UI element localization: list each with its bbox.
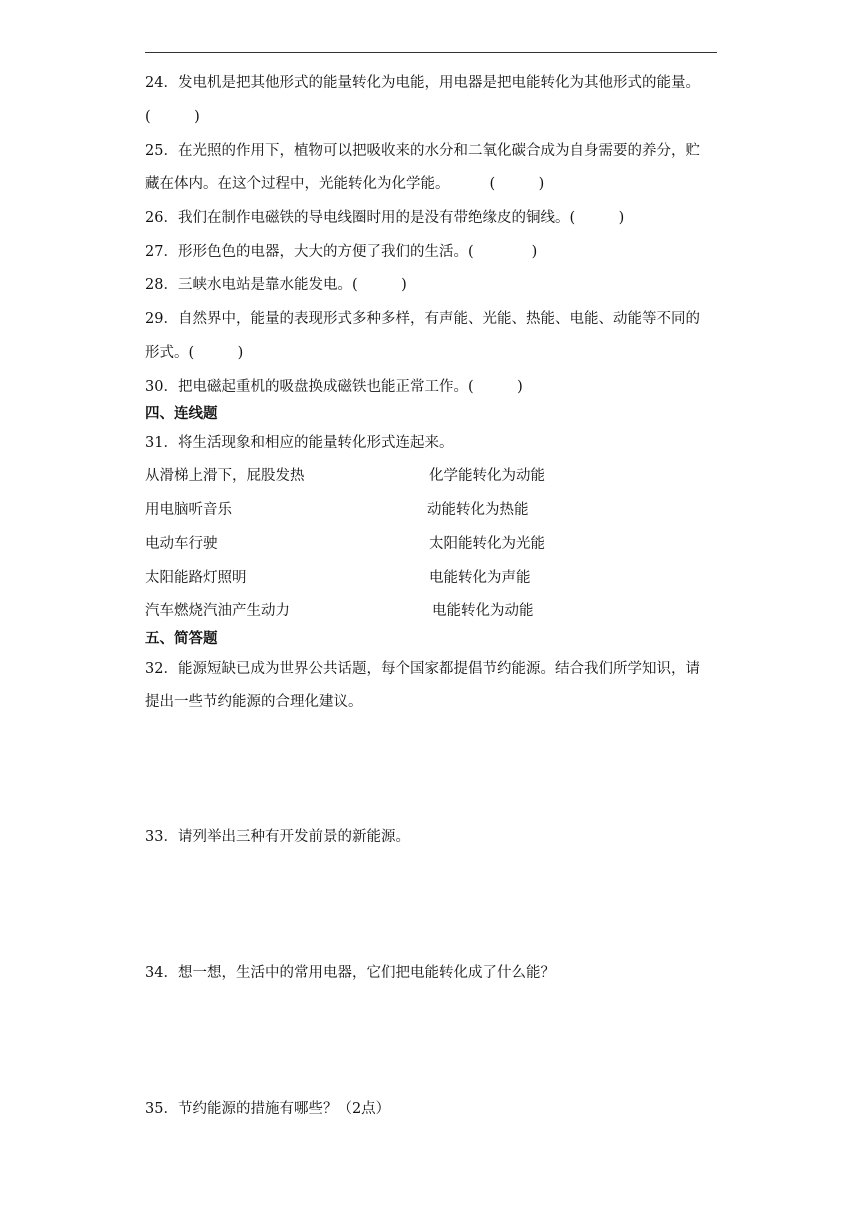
section-heading-matching: 四、连线题 <box>145 406 218 422</box>
question-25-line1: 25．在光照的作用下，植物可以把吸收来的水分和二氧化碳合成为自身需要的养分，贮 <box>145 143 700 159</box>
question-26: 26．我们在制作电磁铁的导电线圈时用的是没有带绝缘皮的铜线。( ) <box>145 210 625 226</box>
question-32-line1: 32．能源短缺已成为世界公共话题，每个国家都提倡节约能源。结合我们所学知识，请 <box>145 661 700 677</box>
matching-right-item[interactable]: 电能转化为动能 <box>432 603 534 619</box>
matching-left-item[interactable]: 电动车行驶 <box>145 536 218 552</box>
section-heading-short-answer: 五、简答题 <box>145 631 218 647</box>
matching-right-item[interactable]: 动能转化为热能 <box>427 502 529 518</box>
matching-right-item[interactable]: 化学能转化为动能 <box>429 468 545 484</box>
matching-right-item[interactable]: 电能转化为声能 <box>429 570 531 586</box>
question-24-line1: 24．发电机是把其他形式的能量转化为电能，用电器是把电能转化为其他形式的能量。 <box>145 75 700 91</box>
question-27: 27．形形色色的电器，大大的方便了我们的生活。( ) <box>145 244 538 260</box>
question-25-answer-bracket[interactable]: ( ) <box>489 176 545 192</box>
question-24-answer-bracket[interactable]: ( ) <box>145 109 200 125</box>
question-28: 28．三峡水电站是靠水能发电。( ) <box>145 277 407 293</box>
matching-left-item[interactable]: 从滑梯上滑下，屁股发热 <box>145 468 305 484</box>
question-32-line2: 提出一些节约能源的合理化建议。 <box>145 694 363 710</box>
question-34: 34．想一想，生活中的常用电器，它们把电能转化成了什么能？ <box>145 965 555 981</box>
matching-left-item[interactable]: 用电脑听音乐 <box>145 502 232 518</box>
question-25-text: 藏在体内。在这个过程中，光能转化为化学能。 <box>145 176 450 192</box>
question-31: 31．将生活现象和相应的能量转化形式连起来。 <box>145 435 454 451</box>
question-29-line2: 形式。( ) <box>145 345 244 361</box>
header-rule <box>145 52 717 53</box>
matching-left-item[interactable]: 太阳能路灯照明 <box>145 570 247 586</box>
question-25-line2 <box>145 174 544 194</box>
matching-right-item[interactable]: 太阳能转化为光能 <box>429 536 545 552</box>
matching-left-item[interactable]: 汽车燃烧汽油产生动力 <box>145 603 290 619</box>
question-30: 30．把电磁起重机的吸盘换成磁铁也能正常工作。( ) <box>145 379 523 395</box>
question-35: 35．节约能源的措施有哪些？（2点） <box>145 1101 391 1117</box>
question-33: 33．请列举出三种有开发前景的新能源。 <box>145 829 410 845</box>
question-29-line1: 29．自然界中，能量的表现形式多种多样，有声能、光能、热能、电能、动能等不同的 <box>145 311 700 327</box>
